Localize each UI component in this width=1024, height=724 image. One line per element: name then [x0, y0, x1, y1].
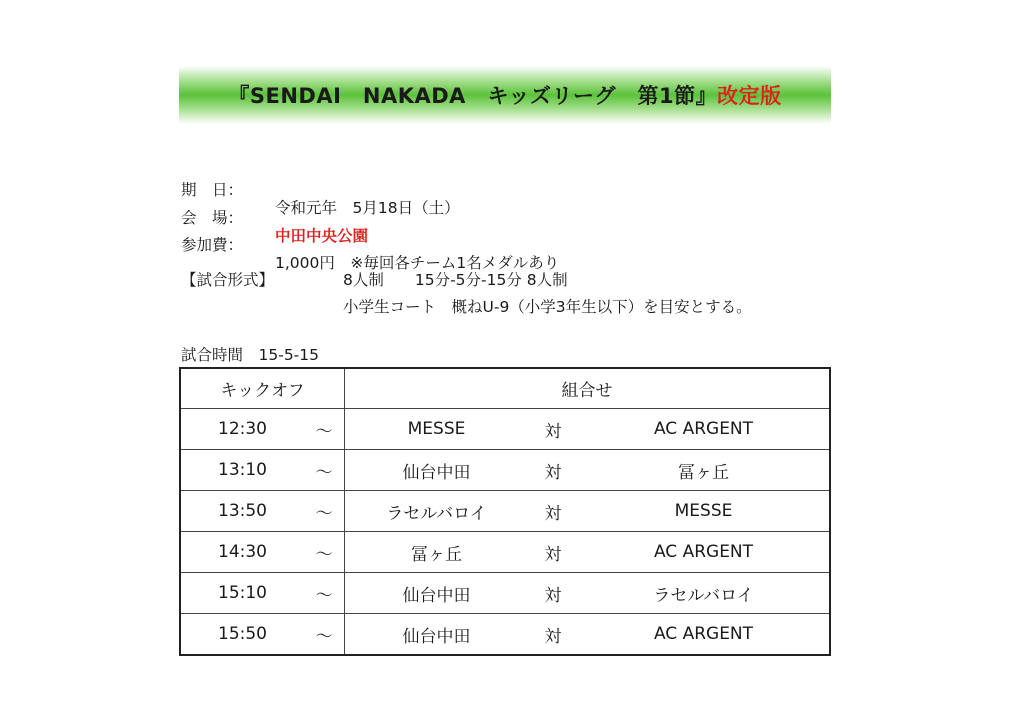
- table-row: [180, 409, 830, 450]
- revised-label: 改定版: [717, 84, 782, 108]
- away-team: AC ARGENT: [578, 532, 830, 573]
- versus: 対: [528, 491, 578, 532]
- versus: 対: [528, 532, 578, 573]
- table-row: [180, 573, 830, 614]
- date-label: 期 日：: [181, 181, 244, 199]
- schedule-table: [179, 367, 831, 656]
- home-team: 冨ヶ丘: [345, 532, 529, 573]
- away-team: 冨ヶ丘: [578, 450, 830, 491]
- home-team: 仙台中田: [345, 614, 529, 656]
- schedule-header-row: [180, 368, 830, 409]
- match-time-label: 試合時間 15-5-15: [181, 346, 319, 364]
- venue-value: 中田中央公園: [275, 227, 369, 245]
- fee-label: 参加費：: [181, 236, 244, 254]
- kickoff-time: 13:10: [180, 450, 304, 491]
- table-row: [180, 450, 830, 491]
- format-line-1: 8人制 15分-5分-15分 8人制: [343, 271, 568, 289]
- tilde: ～: [304, 409, 345, 450]
- tilde: ～: [304, 614, 345, 656]
- versus: 対: [528, 573, 578, 614]
- title-banner: [179, 66, 831, 124]
- matchup-header: 組合せ: [345, 368, 831, 409]
- versus: 対: [528, 450, 578, 491]
- away-team: AC ARGENT: [578, 614, 830, 656]
- tilde: ～: [304, 573, 345, 614]
- page-title: 『SENDAI NAKADA キッズリーグ 第1節』: [228, 84, 718, 108]
- kickoff-time: 15:10: [180, 573, 304, 614]
- format-line-2: 小学生コート 概ねU-9（小学3年生以下）を目安とする。: [343, 298, 752, 316]
- versus: 対: [528, 409, 578, 450]
- home-team: 仙台中田: [345, 450, 529, 491]
- away-team: AC ARGENT: [578, 409, 830, 450]
- home-team: MESSE: [345, 409, 529, 450]
- table-row: [180, 614, 830, 656]
- kickoff-time: 14:30: [180, 532, 304, 573]
- kickoff-time: 13:50: [180, 491, 304, 532]
- tilde: ～: [304, 532, 345, 573]
- tilde: ～: [304, 450, 345, 491]
- away-team: MESSE: [578, 491, 830, 532]
- format-label: 【試合形式】: [181, 271, 275, 289]
- date-value: 令和元年 5月18日（土）: [275, 199, 460, 217]
- table-row: [180, 532, 830, 573]
- kickoff-time: 15:50: [180, 614, 304, 656]
- away-team: ラセルバロイ: [578, 573, 830, 614]
- home-team: ラセルバロイ: [345, 491, 529, 532]
- fee-value: 1,000円 ※毎回各チーム1名メダルあり: [275, 254, 560, 272]
- table-row: [180, 491, 830, 532]
- kickoff-time: 12:30: [180, 409, 304, 450]
- home-team: 仙台中田: [345, 573, 529, 614]
- venue-label: 会 場：: [181, 209, 244, 227]
- kickoff-header: キックオフ: [180, 368, 345, 409]
- versus: 対: [528, 614, 578, 656]
- tilde: ～: [304, 491, 345, 532]
